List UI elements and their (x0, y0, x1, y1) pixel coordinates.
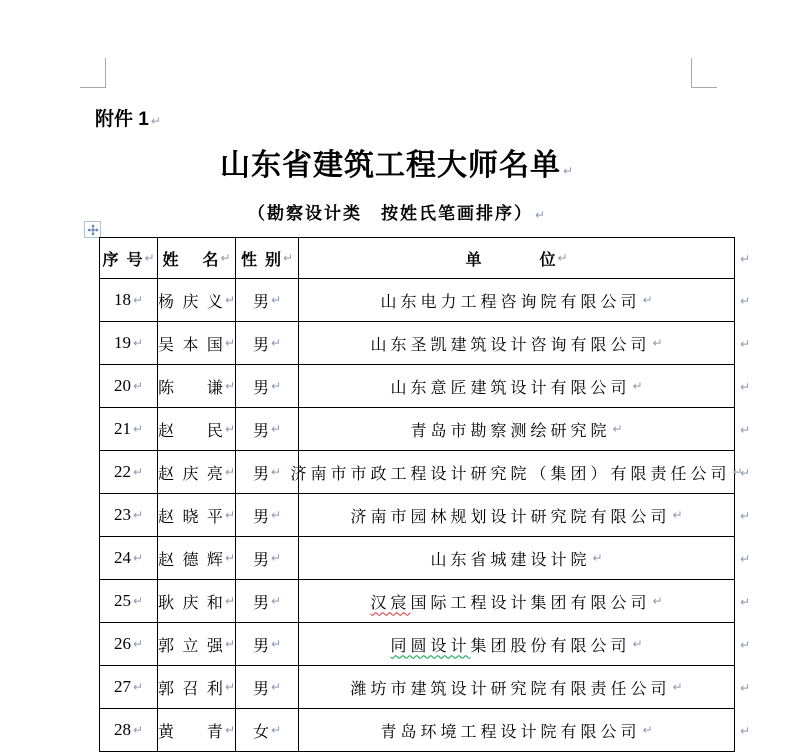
cell-gender[interactable] (236, 709, 299, 752)
paragraph-mark: ↵ (270, 551, 282, 565)
header-cell-unit[interactable] (299, 238, 735, 279)
attachment-label[interactable] (95, 106, 161, 135)
person-gender: 男 (252, 336, 269, 354)
page-title[interactable] (0, 147, 793, 190)
paragraph-mark: ↵ (270, 465, 282, 479)
cell-unit[interactable] (299, 365, 735, 408)
paragraph-mark: ↵ (224, 293, 235, 307)
unit-name: 同圆设计集团股份有限公司 (390, 637, 631, 655)
paragraph-mark: ↵ (132, 594, 144, 608)
paragraph-mark: ↵ (224, 551, 235, 565)
paragraph-mark: ↵ (652, 594, 663, 608)
cell-unit[interactable] (299, 580, 735, 623)
paragraph-mark: ↵ (224, 680, 235, 694)
cell-unit[interactable] (299, 408, 735, 451)
table-row (100, 537, 750, 580)
table-body (100, 279, 750, 752)
cell-name[interactable] (158, 322, 236, 365)
paragraph-mark: ↵ (270, 680, 282, 694)
cell-unit[interactable] (299, 537, 735, 580)
cell-no[interactable] (100, 537, 158, 580)
paragraph-mark: ↵ (150, 114, 161, 128)
person-name: 杨庆义 (158, 293, 223, 311)
header-cell-no[interactable] (100, 238, 158, 279)
paragraph-mark: ↵ (270, 336, 282, 350)
table-row (100, 279, 750, 322)
cell-no[interactable] (100, 580, 158, 623)
table-row (100, 408, 750, 451)
row-end-paragraph-mark: ↵ (739, 680, 750, 695)
header-no-label: 序号 (102, 251, 143, 269)
paragraph-mark: ↵ (132, 293, 144, 307)
row-number: 25 (113, 591, 131, 610)
cell-gender[interactable] (236, 365, 299, 408)
paragraph-mark: ↵ (612, 422, 623, 436)
paragraph-mark: ↵ (270, 508, 282, 522)
row-end-paragraph-mark: ↵ (739, 293, 750, 308)
table-header-row (100, 238, 750, 279)
paragraph-mark: ↵ (132, 422, 144, 436)
unit-name: 山东省城建设计院 (430, 551, 591, 569)
unit-name: 山东意匠建筑设计有限公司 (390, 379, 631, 397)
table-row (100, 451, 750, 494)
cell-gender[interactable] (236, 537, 299, 580)
unit-name: 山东圣凯建筑设计咨询有限公司 (370, 336, 651, 354)
person-name: 郭立强 (158, 637, 223, 655)
row-number: 27 (113, 677, 131, 696)
cell-unit[interactable] (299, 709, 735, 752)
header-cell-gender[interactable] (236, 238, 299, 279)
cell-gender[interactable] (236, 408, 299, 451)
person-name: 赵晓平 (158, 508, 223, 526)
page-title-text: 山东省建筑工程大师名单 (219, 149, 561, 182)
person-name: 赵庆亮 (158, 465, 223, 483)
person-gender: 男 (252, 551, 269, 569)
row-end-paragraph-mark: ↵ (739, 336, 750, 351)
cell-name[interactable] (158, 365, 236, 408)
row-end-paragraph-mark: ↵ (739, 251, 750, 266)
row-end-paragraph-mark: ↵ (739, 637, 750, 652)
person-name: 赵德辉 (158, 551, 223, 569)
cell-no[interactable] (100, 451, 158, 494)
cell-no[interactable] (100, 494, 158, 537)
row-end-paragraph-mark: ↵ (739, 508, 750, 523)
table-row (100, 365, 750, 408)
cell-unit[interactable] (299, 666, 735, 709)
row-number: 19 (113, 333, 131, 352)
row-end-paragraph-mark: ↵ (739, 551, 750, 566)
row-end-paragraph-mark: ↵ (739, 723, 750, 738)
paragraph-mark: ↵ (672, 508, 683, 522)
person-gender: 男 (252, 293, 269, 311)
cell-unit[interactable] (299, 322, 735, 365)
cell-unit[interactable] (299, 279, 735, 322)
cell-no[interactable] (100, 666, 158, 709)
paragraph-mark: ↵ (132, 336, 144, 350)
row-number: 24 (113, 548, 131, 567)
table-row (100, 580, 750, 623)
cell-unit[interactable] (290, 451, 743, 494)
paragraph-mark: ↵ (224, 637, 235, 651)
header-cell-name[interactable] (158, 238, 236, 279)
paragraph-mark: ↵ (732, 465, 743, 479)
cell-no[interactable] (100, 408, 158, 451)
spellcheck-marked-text: 汉宸 (370, 594, 411, 612)
cell-no[interactable] (100, 279, 158, 322)
paragraph-mark: ↵ (282, 251, 294, 265)
unit-name: 汉宸国际工程设计集团有限公司 (370, 594, 651, 612)
header-unit-label: 单位 (465, 251, 556, 269)
paragraph-mark: ↵ (562, 164, 574, 178)
cell-name[interactable] (158, 537, 236, 580)
cell-no[interactable] (100, 709, 158, 752)
row-end-paragraph-mark: ↵ (739, 594, 750, 609)
row-number: 23 (113, 505, 131, 524)
paragraph-mark: ↵ (270, 379, 282, 393)
move-cross-icon (87, 224, 99, 236)
cell-unit[interactable] (299, 494, 735, 537)
cell-name[interactable] (158, 451, 236, 494)
paragraph-mark: ↵ (132, 465, 144, 479)
person-gender: 男 (252, 465, 269, 483)
person-name: 耿庆和 (158, 594, 223, 612)
paragraph-mark: ↵ (592, 551, 603, 565)
paragraph-mark: ↵ (132, 637, 144, 651)
cell-name[interactable] (158, 408, 236, 451)
unit-name: 潍坊市建筑设计研究院有限责任公司 (350, 680, 671, 698)
paragraph-mark: ↵ (534, 208, 546, 222)
paragraph-mark: ↵ (270, 594, 282, 608)
person-name: 陈谦 (158, 379, 223, 397)
header-gender-label: 性别 (240, 251, 281, 269)
unit-name: 济南市园林规划设计研究院有限公司 (350, 508, 671, 526)
paragraph-mark: ↵ (224, 379, 235, 393)
paragraph-mark: ↵ (132, 551, 144, 565)
person-name: 赵民 (158, 422, 223, 440)
paragraph-mark: ↵ (672, 680, 683, 694)
cell-name[interactable] (158, 279, 236, 322)
cell-name[interactable] (158, 494, 236, 537)
person-name: 吴本国 (158, 336, 223, 354)
paragraph-mark: ↵ (557, 251, 568, 265)
cell-gender[interactable] (236, 623, 299, 666)
person-gender: 男 (252, 379, 269, 397)
unit-name: 青岛市勘察测绘研究院 (410, 422, 611, 440)
cell-gender[interactable] (236, 279, 299, 322)
paragraph-mark: ↵ (224, 465, 235, 479)
masters-table (99, 237, 750, 752)
cell-name[interactable] (158, 623, 236, 666)
table-row (100, 666, 750, 709)
person-gender: 男 (252, 422, 269, 440)
cell-name[interactable] (158, 580, 236, 623)
cell-gender[interactable] (236, 580, 299, 623)
table-row (100, 623, 750, 666)
attachment-label-text: 附件 1 (95, 109, 149, 130)
paragraph-mark: ↵ (132, 508, 144, 522)
paragraph-mark: ↵ (132, 379, 144, 393)
paragraph-mark: ↵ (220, 251, 231, 265)
cell-no[interactable] (100, 365, 158, 408)
row-end-paragraph-mark: ↵ (739, 379, 750, 394)
person-gender: 男 (252, 594, 269, 612)
cell-name[interactable] (158, 709, 236, 752)
cell-no[interactable] (100, 623, 158, 666)
paragraph-mark: ↵ (652, 336, 663, 350)
paragraph-mark: ↵ (270, 723, 282, 737)
page-subtitle[interactable] (0, 201, 793, 228)
text-boundary-mark-top-left (80, 58, 106, 88)
text-boundary-mark-top-right (691, 58, 717, 88)
row-number: 26 (113, 634, 131, 653)
paragraph-mark: ↵ (632, 637, 643, 651)
person-name: 郭召利 (158, 680, 223, 698)
person-gender: 男 (252, 637, 269, 655)
unit-name: 济南市市政工程设计研究院（集团）有限责任公司 (290, 465, 731, 483)
person-gender: 女 (252, 723, 269, 741)
paragraph-mark: ↵ (270, 293, 282, 307)
paragraph-mark: ↵ (132, 723, 144, 737)
unit-name: 青岛环境工程设计院有限公司 (380, 723, 641, 741)
paragraph-mark: ↵ (224, 594, 235, 608)
paragraph-mark: ↵ (224, 508, 235, 522)
spellcheck-marked-text: 同圆设计 (390, 637, 471, 655)
paragraph-mark: ↵ (642, 723, 653, 737)
paragraph-mark: ↵ (144, 251, 155, 265)
row-end-paragraph-mark: ↵ (739, 465, 750, 480)
page-subtitle-text: （勘察设计类 按姓氏笔画排序） (247, 204, 533, 223)
cell-unit[interactable] (299, 623, 735, 666)
paragraph-mark: ↵ (132, 680, 144, 694)
paragraph-mark: ↵ (270, 637, 282, 651)
row-number: 22 (113, 462, 131, 481)
row-number: 18 (113, 290, 131, 309)
row-number: 28 (113, 720, 131, 739)
paragraph-mark: ↵ (270, 422, 282, 436)
person-name: 黄青 (158, 723, 223, 741)
cell-no[interactable] (100, 322, 158, 365)
table-row (100, 494, 750, 537)
paragraph-mark: ↵ (224, 336, 235, 350)
header-name-label: 姓名 (162, 251, 219, 269)
person-gender: 男 (252, 508, 269, 526)
unit-name: 山东电力工程咨询院有限公司 (380, 293, 641, 311)
table-row (100, 709, 750, 752)
row-number: 21 (113, 419, 131, 438)
cell-gender[interactable] (236, 322, 299, 365)
cell-gender[interactable] (236, 494, 299, 537)
cell-name[interactable] (158, 666, 236, 709)
paragraph-mark: ↵ (224, 723, 235, 737)
row-number: 20 (113, 376, 131, 395)
paragraph-mark: ↵ (224, 422, 235, 436)
paragraph-mark: ↵ (632, 379, 643, 393)
paragraph-mark: ↵ (642, 293, 653, 307)
row-end-paragraph-mark: ↵ (739, 422, 750, 437)
cell-gender[interactable] (236, 666, 299, 709)
person-gender: 男 (252, 680, 269, 698)
table-move-handle[interactable] (84, 221, 101, 238)
table-row (100, 322, 750, 365)
